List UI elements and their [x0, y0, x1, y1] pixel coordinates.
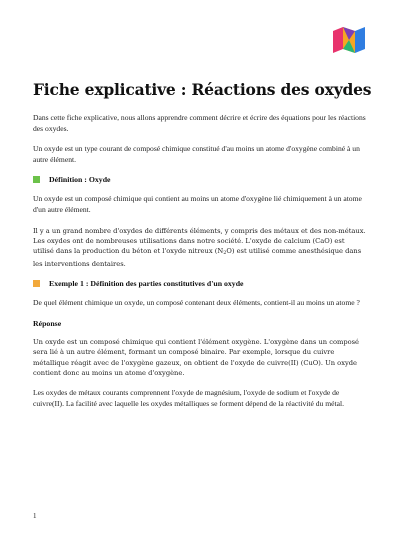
- definition-text: Un oxyde est un composé chimique qui contient au moins un atome d'oxygène lié chimiquement à un atome d'un autre élément.: [33, 194, 362, 214]
- intro-paragraph-2: Un oxyde est un type courant de composé chimique constitué d'au moins un atome d'oxygène combiné à un autre élément.: [33, 144, 360, 164]
- oxides-uses-paragraph: [33, 226, 367, 270]
- intro-paragraph: Dans cette fiche explicative, nous allons apprendre comment décrire et écrire des équations pour les réactions des oxydes.: [33, 113, 366, 133]
- nagwa-logo: [333, 27, 365, 53]
- page-title: Fiche explicative : Réactions des oxydes: [33, 80, 372, 99]
- definition-square-icon: [33, 176, 40, 183]
- definition-label: Définition : Oxyde: [49, 175, 111, 185]
- example-square-icon: [33, 280, 40, 287]
- example-question: De quel élément chimique un oxyde, un composé contenant deux éléments, contient-il au moins un atome ?: [33, 298, 360, 308]
- example-label: Exemple 1 : Définition des parties constitutives d'un oxyde: [49, 279, 244, 289]
- answer-paragraph-1: Un oxyde est un composé chimique qui contient l'élément oxygène. L'oxygène dans un composé sera lié à un autre élément, formant un composé binaire. Par exemple, lorsque du cuivre métallique réagit avec de l'oxygène gazeux, on obtient de l'oxyde de cuivre(II) (CuO). Un oxyde contient donc au moins un atome d'oxygène.: [33, 337, 360, 377]
- definition-heading: [33, 175, 367, 184]
- answer-paragraph-2: Les oxydes de métaux courants comprennent l'oxyde de magnésium, l'oxyde de sodium et l'oxyde de cuivre(II). La facilité avec laquelle les oxydes métalliques se forment dépend de la réactivité du métal.: [33, 388, 344, 408]
- page-number: 1: [33, 512, 37, 520]
- example-heading: [33, 279, 367, 288]
- n2o-subscript: 2: [223, 250, 227, 257]
- document-body: [33, 80, 372, 420]
- oxides-uses-text-a: Il y a un grand nombre d'oxydes de différents éléments, y compris des métaux et des non-métaux. Les oxydes ont de nombreuses utilisations dans notre société. L'oxyde de calcium (CaO) est utilisé dans la production du béton et l'oxyde nitreux (N: [33, 226, 366, 256]
- oxides-uses-text-b: O) est utilisé comme anesthésique dans les interventions dentaires.: [33, 247, 362, 268]
- answer-heading: Réponse: [33, 318, 62, 328]
